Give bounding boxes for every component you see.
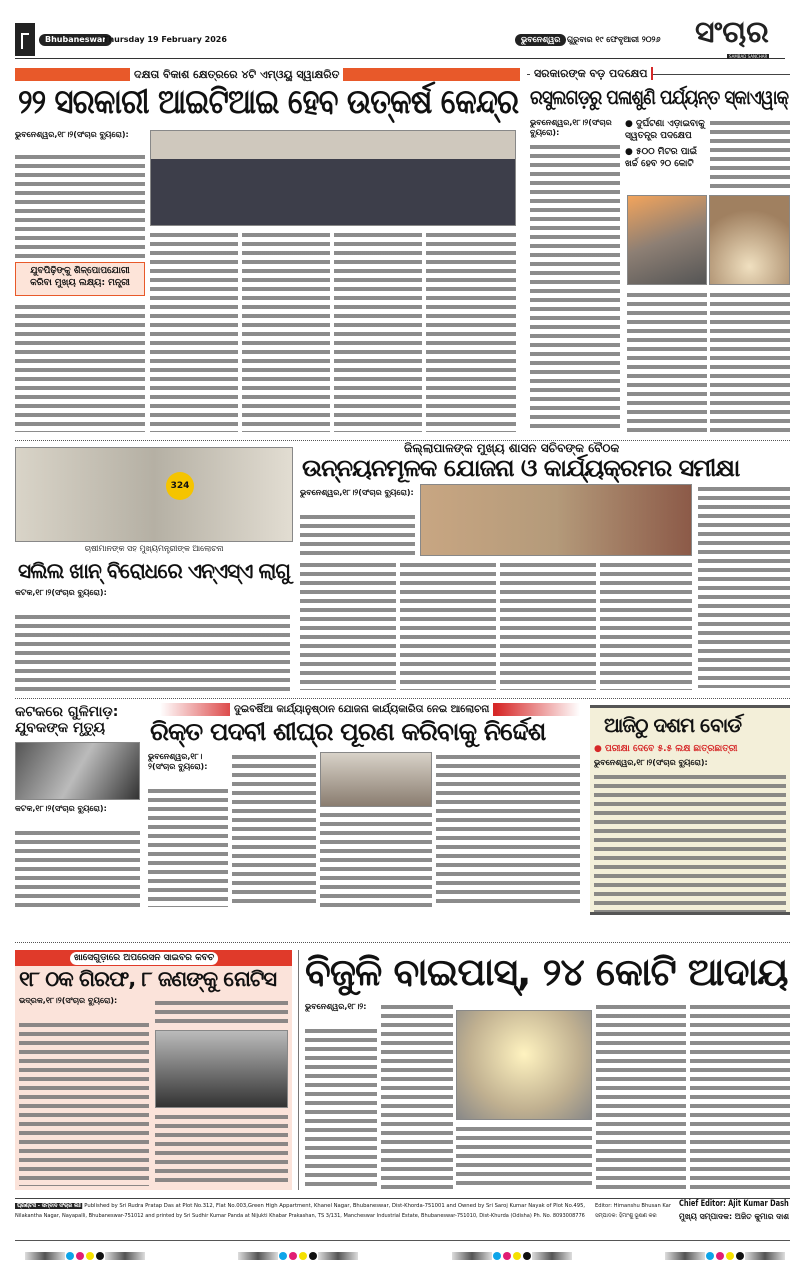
story3-photo bbox=[420, 484, 692, 556]
story6-kicker: ଦୁଇବର୍ଷିଆ କାର୍ଯ୍ୟାନୁଷ୍ଠାନ ଯୋଜନା କାର୍ଯ୍ୟକାରିତା ନେଇ ଆଲୋଚନା bbox=[230, 703, 493, 716]
story1-photo bbox=[150, 130, 516, 226]
chief-editor-or: ମୁଖ୍ୟ ସମ୍ପାଦକ: ଅଜିତ କୁମାର ଦାଶ bbox=[679, 1212, 789, 1221]
cyber-box bbox=[15, 950, 292, 1190]
bullet-item: ● ୫୦୦ ମିଟର ପାଇଁ ଖର୍ଚ୍ଚ ହେବ ୨୦ କୋଟି bbox=[625, 147, 697, 169]
date-english: Thursday 19 February 2026 bbox=[103, 35, 227, 44]
photo-caption: ଚାଷୀମାନଙ୍କ ସହ ମୁଖ୍ୟମନ୍ତ୍ରୀଙ୍କ ଆଲୋଚନା bbox=[84, 544, 224, 553]
photo-number-badge: 324 bbox=[166, 472, 194, 500]
story8-photo bbox=[155, 1030, 288, 1108]
city-label-odia: ଭୁବନେଶ୍ୱର bbox=[515, 34, 566, 46]
story1-dateline: ଭୁବନେଶ୍ୱର,୧୮।୨(ସଂଚାର ବ୍ୟୁରୋ): bbox=[15, 130, 145, 140]
editor-en: Editor: Himanshu Bhusan Kar bbox=[595, 1203, 671, 1209]
masthead bbox=[15, 15, 785, 59]
story5-headline[interactable]: କଟକରେ ଗୁଳିମାଡ଼: ଯୁବକଙ୍କ ମୃତ୍ୟୁ bbox=[15, 704, 119, 736]
story3-dateline: ଭୁବନେଶ୍ୱର,୧୮।୨(ସଂଚାର ବ୍ୟୁରୋ): bbox=[300, 488, 414, 497]
story2-photo-skywalk bbox=[627, 195, 707, 285]
story9-headline[interactable]: ବିଜୁଳି ବାଇପାସ୍, ୨୪ କୋଟି ଆଦାୟ bbox=[305, 950, 788, 994]
page-marker-icon bbox=[15, 23, 35, 56]
color-registration-bars bbox=[25, 1245, 785, 1264]
story9-illustration bbox=[456, 1010, 592, 1120]
imprint-line1: Published by Sri Rudra Pratap Das at Plot No.312, Flat No.003,Green High Appartment, Khanel Nagar, Bhubaneswar, Dist-Khorda-751001 and Owned by Sri Saroj Kumar Nayak of Plot No.495, bbox=[84, 1203, 586, 1209]
city-label: Bhubaneswar bbox=[39, 34, 112, 46]
logo: ସଂଚାର bbox=[695, 15, 769, 50]
story4-dateline: କଟକ,୧୮।୨(ସଂଚାର ବ୍ୟୁରୋ): bbox=[15, 588, 155, 598]
chief-editor-en: Chief Editor: Ajit Kumar Dash bbox=[679, 1199, 789, 1209]
story8-dateline: ଭଦ୍ରକ,୧୮।୨(ସଂଚାର ବ୍ୟୁରୋ): bbox=[19, 996, 149, 1006]
story1-subhead-box bbox=[15, 262, 145, 296]
story7-headline[interactable]: ଆଜିଠୁ ଦଶମ ବୋର୍ଡ bbox=[604, 713, 742, 737]
imprint-line2: Nilakantha Nagar, Nayapalli, Bhubaneswar-751012 and printed by Sri Sudhir Kumar Panda at Nijukti Khabar Prakashan, TS 3/131, Mancheswar Industrial Estate, Bhubaneswar-751010, Dist-Khurda (Odisha) Ph. No. 8093008776 bbox=[15, 1213, 585, 1219]
editor-or: ସମ୍ପାଦକ: ହିମାଂଶୁ ଭୂଷଣ କର bbox=[595, 1213, 657, 1219]
board-exam-box bbox=[590, 705, 790, 915]
imprint-label: ପ୍ରିଣ୍ଟର୍ସ - ସମ୍ବାଦ ସଂଚାର ଲିଃ bbox=[16, 1203, 81, 1209]
footer bbox=[15, 1198, 790, 1224]
story2-headline[interactable]: ରସୁଲଗଡ଼ରୁ ପଳାଶୁଣି ପର୍ଯ୍ୟନ୍ତ ସ୍କାଏୱାକ୍ bbox=[530, 85, 789, 109]
story8-headline[interactable]: ୧୮ ଠକ ଗିରଫ, ୮ ଜଣଙ୍କୁ ନୋଟିସ bbox=[19, 967, 277, 991]
bullet-item: ● ଦୁର୍ଘଟଣା ଏଡ଼ାଇବାକୁ ସ୍ୱତନ୍ତ୍ର ପଦକ୍ଷେପ bbox=[625, 119, 705, 141]
story1-kicker: ଦକ୍ଷତା ବିକାଶ କ୍ଷେତ୍ରରେ ୪ଟି ଏମ୍‌ଓୟୁ ସ୍ୱାକ୍ଷରିତ bbox=[130, 68, 343, 81]
story4-headline[interactable]: ସଲିଲ ଖାନ୍ ବିରୋଧରେ ଏନ୍‌ଏସ୍‌ଏ ଲାଗୁ bbox=[18, 559, 290, 583]
story5-photo bbox=[15, 742, 140, 800]
story1-headline[interactable]: ୨୨ ସରକାରୀ ଆଇଟିଆଇ ହେବ ଉତ୍କର୍ଷ କେନ୍ଦ୍ର bbox=[18, 82, 519, 122]
farmers-meeting-photo bbox=[15, 447, 293, 542]
story5-dateline: କଟକ,୧୮।୨(ସଂଚାର ବ୍ୟୁରୋ): bbox=[15, 804, 140, 814]
story7-bullet: ● ପରୀକ୍ଷା ଦେବେ ୫.୫ ଲକ୍ଷ ଛାତ୍ରଛାତ୍ରୀ bbox=[594, 744, 738, 754]
story6-headline[interactable]: ରିକ୍ତ ପଦବୀ ଶୀଘ୍ର ପୂରଣ କରିବାକୁ ନିର୍ଦ୍ଦେଶ bbox=[150, 717, 546, 746]
story2-kicker: ସରକାରଙ୍କ ବଡ଼ ପଦକ୍ଷେପ bbox=[530, 67, 653, 80]
story2-photo-interior bbox=[709, 195, 790, 285]
story6-dateline: ଭୁବନେଶ୍ୱର,୧୮।୨(ସଂଚାର ବ୍ୟୁରୋ): bbox=[148, 752, 228, 772]
story7-dateline: ଭୁବନେଶ୍ୱର,୧୮।୨(ସଂଚାର ବ୍ୟୁରୋ): bbox=[594, 758, 708, 767]
story9-dateline: ଭୁବନେଶ୍ୱର,୧୮।୨: bbox=[305, 1002, 377, 1012]
story3-headline[interactable]: ଉନ୍ନୟନମୂଳକ ଯୋଜନା ଓ କାର୍ଯ୍ୟକ୍ରମର ସମୀକ୍ଷା bbox=[302, 454, 740, 482]
story6-photo bbox=[320, 752, 432, 807]
story2-dateline: ଭୁବନେଶ୍ୱର,୧୮।୨(ସଂଚାର ବ୍ୟୁରୋ): bbox=[530, 118, 620, 138]
story2-bullets bbox=[625, 118, 705, 170]
date-odia: ଗୁରୁବାର ୧୯ ଫେବୃଆରୀ ୨୦୨୬ bbox=[567, 35, 661, 44]
story1-subhead: ଯୁବପିଢ଼ିଙ୍କୁ ଶିଳ୍ପୋପଯୋଗୀ କରିବା ମୁଖ୍ୟ ଲକ୍ଷ୍ୟ: ମନ୍ତ୍ରୀ bbox=[30, 266, 130, 288]
story3-kicker: ଜିଲ୍ଲାପାଳଙ୍କ ମୁଖ୍ୟ ଶାସନ ସଚିବଙ୍କ ବୈଠକ bbox=[404, 441, 620, 455]
story8-kicker: ଖାସେଗୁଡ଼ାରେ ଅପରେସନ ସାଇବର କବଚ bbox=[70, 952, 218, 965]
logo-sub: SAMBAD SANCHAR bbox=[729, 54, 768, 59]
